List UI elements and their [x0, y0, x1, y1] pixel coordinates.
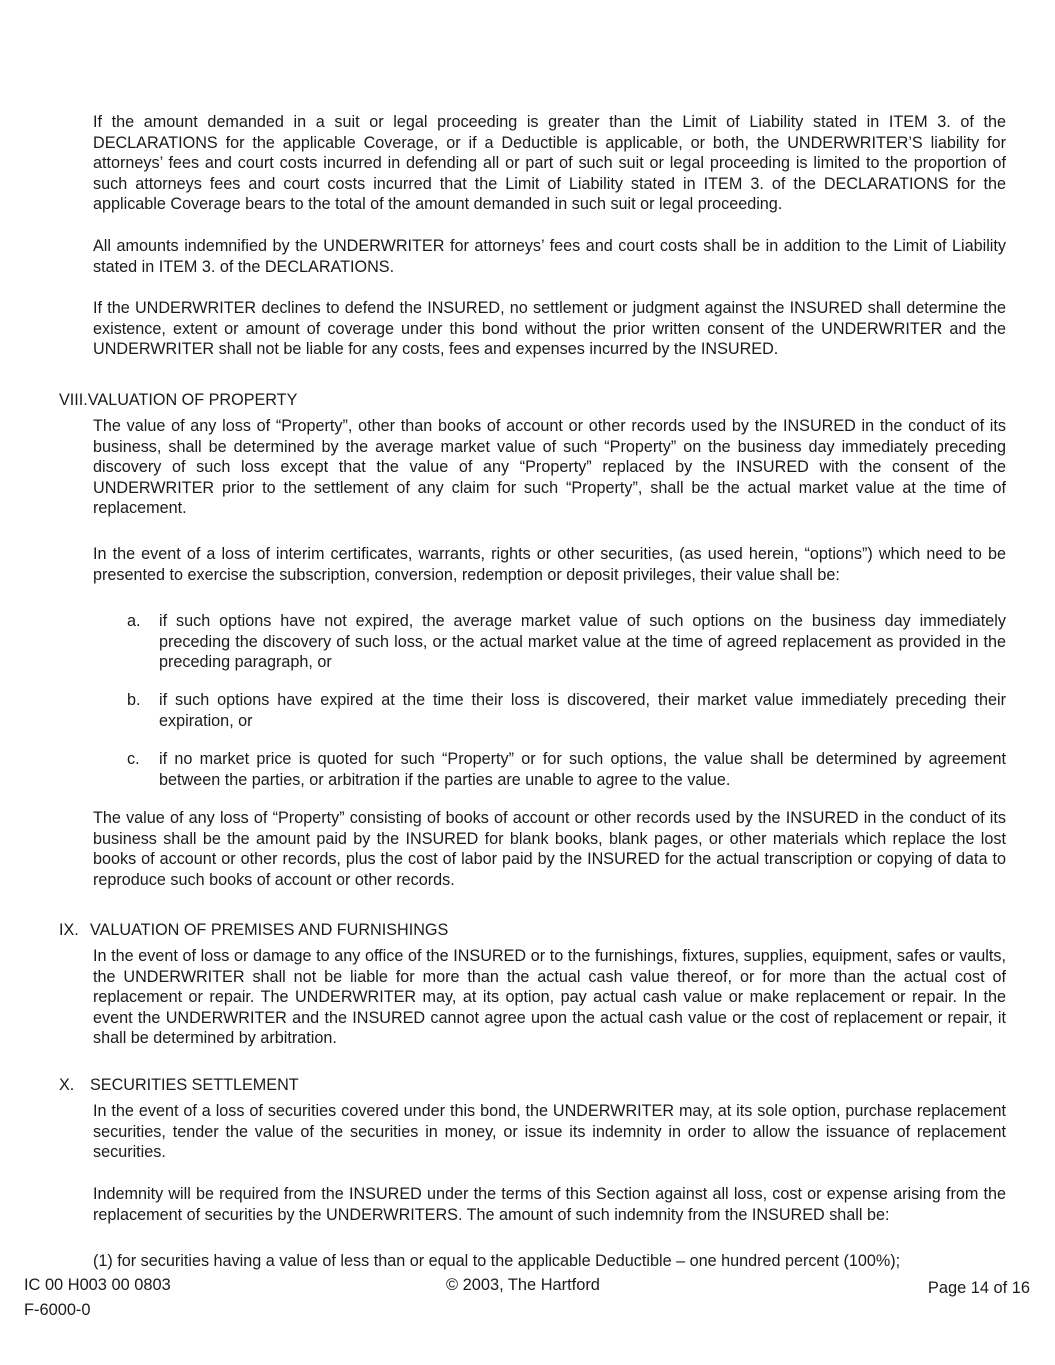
intro-paragraph-1: If the amount demanded in a suit or legal proceeding is greater than the Limit of Liability stated in ITEM 3. of the DECLARATIONS for the applicable Coverage, or if a Deductible is applicable, or both, the UNDERWRITER’S liability for attorneys’ fees and court costs incurred in defending all or part of such suit or legal proceeding is limited to the proportion of such attorneys fees and court costs incurred that the Limit of Liability stated in ITEM 3. of the DECLARATIONS for the applicable Coverage bears to the total of the amount demanded in such suit or legal proceeding. — [93, 113, 1006, 214]
section-8-number: VIII. — [59, 391, 88, 409]
section-8-paragraph-3: The value of any loss of “Property” consisting of books of account or other records used by the INSURED in the conduct of its business shall be the amount paid by the INSURED for blank books, blank pages, or other materials which replace the lost books of account or other records, plus the cost of labor paid by the INSURED for the actual transcription or copying of data to reproduce such books of account or other records. — [93, 809, 1006, 889]
list-item-label: a. — [127, 612, 141, 630]
list-item-label: c. — [127, 750, 140, 768]
section-9-paragraph-1: In the event of loss or damage to any office of the INSURED or to the furnishings, fixtures, supplies, equipment, safes or vaults, the UNDERWRITER shall not be liable for more than the actual cash value thereof, or for more than the actual cost of replacement or repair. The UNDERWRITER may, at its option, pay actual cash value or make replacement or repair. In the event the UNDERWRITER and the INSURED cannot agree upon the actual cash value or the cost of replacement or repair, it shall be determined by arbitration. — [93, 947, 1006, 1048]
section-8-paragraph-2: In the event of a loss of interim certificates, warrants, rights or other securities, (as used herein, “options”) which need to be presented to exercise the subscription, conversion, redemption or deposit privileges, their value shall be: — [93, 545, 1006, 584]
footer-form-number: IC 00 H003 00 0803 — [24, 1276, 171, 1294]
section-10-number: X. — [59, 1076, 75, 1094]
list-item-text: if no market price is quoted for such “Property” or for such options, the value shall be determined by agreement between the parties, or arbitration if the parties are unable to agree to the value. — [159, 750, 1006, 789]
section-8-paragraph-1: The value of any loss of “Property”, other than books of account or other records used by the INSURED in the conduct of its business, shall be determined by the average market value of such “Property” on the business day immediately preceding discovery of such loss except that the value of any “Property” replaced by the INSURED with the consent of the UNDERWRITER prior to the settlement of any claim for such “Property”, shall be the actual market value at the time of replacement. — [93, 417, 1006, 518]
intro-paragraph-3: If the UNDERWRITER declines to defend the INSURED, no settlement or judgment against the INSURED shall determine the existence, extent or amount of coverage under this bond without the prior written consent of the UNDERWRITER and the UNDERWRITER shall not be liable for any costs, fees and expenses incurred by the INSURED. — [93, 299, 1006, 359]
section-10-title: SECURITIES SETTLEMENT — [90, 1076, 299, 1094]
section-10-paragraph-1: In the event of a loss of securities covered under this bond, the UNDERWRITER may, at its sole option, purchase replacement securities, tender the value of the securities in money, or issue its indemnity in order to allow the issuance of replacement securities. — [93, 1102, 1006, 1162]
section-10-item-1: (1) for securities having a value of less than or equal to the applicable Deductible – one hundred percent (100%); — [93, 1252, 901, 1270]
list-item-label: b. — [127, 691, 141, 709]
intro-paragraph-2: All amounts indemnified by the UNDERWRITER for attorneys’ fees and court costs shall be in addition to the Limit of Liability stated in ITEM 3. of the DECLARATIONS. — [93, 237, 1006, 276]
section-9-heading — [59, 920, 448, 941]
section-10-heading — [59, 1075, 299, 1096]
section-8-heading — [59, 390, 297, 411]
section-10-paragraph-2: Indemnity will be required from the INSURED under the terms of this Section against all loss, cost or expense arising from the replacement of securities by the UNDERWRITERS. The amount of such indemnity from the INSURED shall be: — [93, 1185, 1006, 1224]
list-item-text: if such options have expired at the time their loss is discovered, their market value immediately preceding their expiration, or — [159, 691, 1006, 730]
section-9-number: IX. — [59, 921, 79, 939]
footer-page-number: Page 14 of 16 — [927, 1279, 1030, 1297]
section-8-title: VALUATION OF PROPERTY — [87, 391, 298, 409]
section-9-title: VALUATION OF PREMISES AND FURNISHINGS — [90, 921, 449, 939]
footer-copyright: © 2003, The Hartford — [446, 1276, 600, 1294]
footer-form-code: F-6000-0 — [24, 1301, 91, 1319]
list-item-text: if such options have not expired, the average market value of such options on the business day immediately preceding the discovery of such loss, or the actual market value at the time of agreed replacement as provided in the preceding paragraph, or — [159, 612, 1006, 672]
